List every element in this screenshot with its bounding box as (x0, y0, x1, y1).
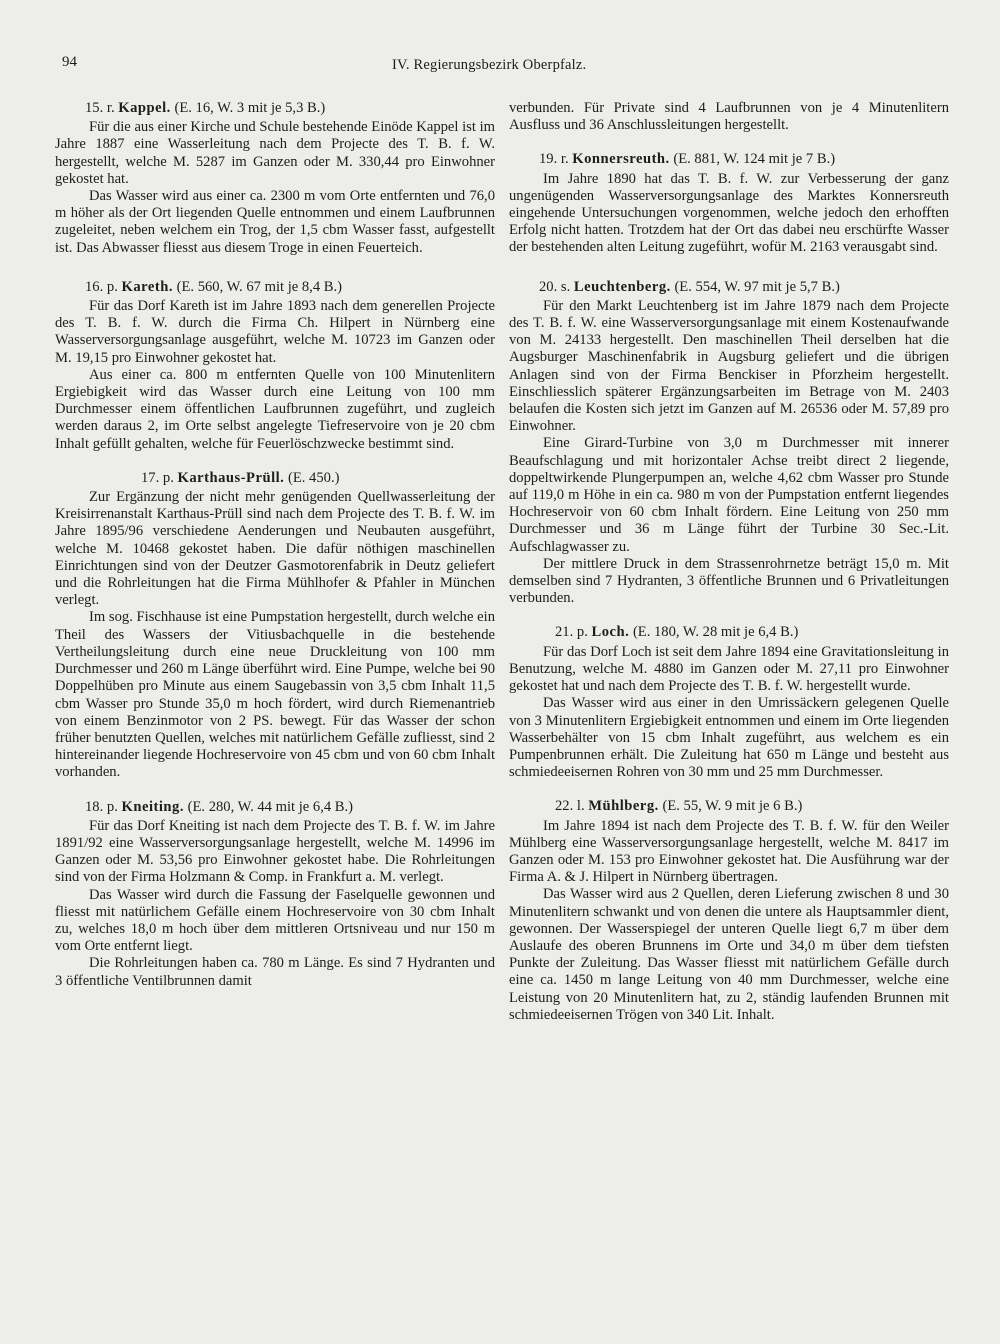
left-column (55, 100, 495, 990)
paragraph: Im Jahre 1894 ist nach dem Projecte des T. B. f. W. für den Weiler Mühlberg eine Wasserversorgungsanlage hergestellt, welche M. 8417 im Ganzen oder M. 153 pro Einwohner gekostet hat. Die Ausführung war der Firma A. & J. Hilpert in Nürnberg übertragen. (509, 817, 949, 886)
paragraph: Eine Girard-Turbine von 3,0 m Durchmesser mit innerer Beaufschlagung und mit horizontaler Achse treibt direct 2 liegende, doppeltwirkende Plungerpumpen an, welche 4,62 cbm Wasser pro Stunde auf 119,0 m Höhe in ein ca. 980 m von der Pumpstation entfernt liegendes Hochreservoir von 60 cbm Inhalt fördern. Eine Leitung von 250 mm Durchmesser und 36 m Länge führt der Turbine 30 Sec.-Lit. Aufschlagwasser zu. (509, 435, 949, 555)
section-number: 17. p. (141, 469, 174, 486)
paragraph: Das Wasser wird aus einer ca. 2300 m vom Orte entfernten und 76,0 m höher als der Ort liegenden Quelle entnommen und einem Laufbrunnen zugeleitet, neben welchem ein Trog, der 1,5 cbm Wasser fasst, aufgestellt ist. Das Abwasser fliesst aus diesem Troge in einen Feuerteich. (55, 188, 495, 256)
place-name: Kneiting. (121, 798, 184, 815)
paragraph: Aus einer ca. 800 m entfernten Quelle von 100 Minutenlitern Ergiebigkeit wird das Wasser durch eine Leitung von 100 mm Durchmesser einem öffentlichen Laufbrunnen zugeführt, und zugleich werden daraus 2, im Orte selbst angelegte Tiefreservoire von je 20 cbm Inhalt gefüllt gehalten, welche für Feuerlöschzwecke bestimmt sind. (55, 366, 495, 452)
section-meta: (E. 881, W. 124 mit je 7 B.) (673, 151, 836, 168)
paragraph: Für die aus einer Kirche und Schule bestehende Einöde Kappel ist im Jahre 1887 eine Wasserleitung nach dem Projecte des T. B. f. W. hergestellt, welche M. 5287 im Ganzen oder M. 330,44 pro Einwohner gekostet hat. (55, 119, 495, 187)
section-meta: (E. 16, W. 3 mit je 5,3 B.) (174, 100, 326, 116)
section-meta: (E. 180, W. 28 mit je 6,4 B.) (632, 624, 799, 641)
paragraph: Im sog. Fischhause ist eine Pumpstation hergestellt, durch welche ein Theil des Wassers der Vitiusbachquelle in die bestehende Vertheilungsleitung durch eine neue Druckleitung von 100 mm Durchmesser und 260 m Länge überführt wird. Eine Pumpe, welche bei 90 Doppelhüben pro Minute aus einem Saugebassin von 3,5 cbm Inhalt 11,5 cbm Wasser pro Stunde 35,0 m hoch fördert, wird durch Riemenantrieb von einem Benzinmotor von 2 PS. bewegt. Für das Wasser der schon früher benutzten Quellen, welches mit natürlichem Gefälle zufliesst, sind 2 hintereinander liegende Hochreservoire von 45 cbm und von 60 cbm Inhalt vorhanden. (55, 609, 495, 781)
running-title: IV. Regierungsbezirk Oberpfalz. (392, 57, 587, 73)
section-heading-kneiting (55, 799, 495, 816)
section-number: 19. r. (539, 151, 569, 168)
section-meta: (E. 554, W. 97 mit je 5,7 B.) (674, 278, 840, 295)
section-heading-muehlberg (509, 798, 949, 815)
place-name: Kareth. (121, 278, 173, 295)
section-heading-kareth (55, 279, 495, 296)
section-meta: (E. 55, W. 9 mit je 6 B.) (662, 798, 803, 815)
place-name: Mühlberg. (588, 798, 659, 815)
paragraph: Die Rohrleitungen haben ca. 780 m Länge. Es sind 7 Hydranten und 3 öffentliche Ventilbrunnen damit (55, 955, 495, 989)
section-number: 20. s. (539, 278, 571, 295)
paragraph: Der mittlere Druck in dem Strassenrohrnetze beträgt 15,0 m. Mit demselben sind 7 Hydranten, 3 öffentliche Brunnen und 6 Privatleitungen verbunden. (509, 555, 949, 607)
section-meta: (E. 450.) (287, 469, 340, 486)
paragraph-continued: verbunden. Für Private sind 4 Laufbrunnen von je 4 Minutenlitern Ausfluss und 36 Anschlussleitungen hergestellt. (509, 100, 949, 134)
section-number: 16. p. (85, 278, 118, 295)
place-name: Kappel. (118, 100, 171, 116)
page-number: 94 (62, 54, 77, 70)
place-name: Karthaus-Prüll. (177, 469, 285, 486)
paragraph: Das Wasser wird durch die Fassung der Faselquelle gewonnen und fliesst mit natürlichem Gefälle einem Hochreservoire von 30 cbm Inhalt zu, welches 18,0 m hoch über dem mittleren Ortsniveau und nur 150 m vom Orte entfernt liegt. (55, 886, 495, 955)
right-column (509, 100, 949, 1024)
section-meta: (E. 560, W. 67 mit je 8,4 B.) (176, 278, 343, 295)
section-heading-loch (509, 624, 949, 641)
place-name: Leuchtenberg. (573, 278, 671, 295)
section-heading-karthaus-pruell (55, 470, 495, 487)
section-number: 22. l. (555, 798, 585, 815)
section-number: 18. p. (85, 798, 118, 815)
section-meta: (E. 280, W. 44 mit je 6,4 B.) (187, 798, 354, 815)
section-heading-leuchtenberg (509, 279, 949, 296)
place-name: Loch. (591, 624, 630, 641)
paragraph: Für das Dorf Loch ist seit dem Jahre 1894 eine Gravitationsleitung in Benutzung, welche M. 4880 im Ganzen oder M. 27,11 pro Einwohner gekostet hat und nach dem Projecte des T. B. f. W. hergestellt wurde. (509, 643, 949, 695)
section-heading-konnersreuth (509, 151, 949, 168)
section-heading-kappel (55, 100, 495, 117)
paragraph: Im Jahre 1890 hat das T. B. f. W. zur Verbesserung der ganz ungenügenden Wasserversorgungsanlage des Marktes Konnersreuth eingehende Untersuchungen vorgenommen, welche jedoch den erhofften Erfolg nicht hatten. Trotzdem hat der Ort das dabei neu erschürfte Wasser der bestehenden alten Leitung zugeführt, wofür M. 2163 verausgabt sind. (509, 170, 949, 256)
section-number: 15. r. (85, 100, 115, 116)
paragraph: Das Wasser wird aus einer in den Umrissäckern gelegenen Quelle von 3 Minutenlitern Ergiebigkeit entnommen und einem im Orte liegenden Wasserbehälter von 15 cbm Inhalt zugeführt, aus welchem es ein Pumpenbrunnen erhält. Die Zuleitung hat 650 m Länge und besteht aus schmiedeeisernen Rohren von 30 mm und 25 mm Durchmesser. (509, 695, 949, 781)
paragraph: Für das Dorf Kareth ist im Jahre 1893 nach dem generellen Projecte des T. B. f. W. durch die Firma Ch. Hilpert in Nürnberg eine Wasserversorgungsanlage ausgeführt, welche M. 10723 im Ganzen oder M. 19,15 pro Einwohner gekostet hat. (55, 298, 495, 366)
paragraph: Zur Ergänzung der nicht mehr genügenden Quellwasserleitung der Kreisirrenanstalt Karthaus-Prüll sind nach dem Projecte des T. B. f. W. im Jahre 1895/96 verschiedene Aenderungen und Neubauten ausgeführt, welche M. 10468 gekostet haben. Die dafür nöthigen maschinellen Einrichtungen sind von der Deutzer Gasmotorenfabrik in Deutz geliefert und die Rohrleitungen hat die Firma Mühlhofer & Pfahler in München verlegt. (55, 489, 495, 609)
section-number: 21. p. (555, 624, 588, 641)
place-name: Konnersreuth. (572, 151, 670, 168)
paragraph: Für den Markt Leuchtenberg ist im Jahre 1879 nach dem Projecte des T. B. f. W. eine Wasserversorgungsanlage mit einem Kostenaufwande von M. 24133 hergestellt. Den maschinellen Theil derselben hat die Augsburger Maschinenfabrik in Augsburg geliefert und die übrigen Anlagen sind von der Firma Benckiser in Pforzheim hergestellt. Einschliesslich späterer Ergänzungsarbeiten im Betrage von M. 2403 belaufen die Kosten sich jetzt im Ganzen auf M. 26536 oder M. 57,89 pro Einwohner. (509, 297, 949, 435)
paragraph: Das Wasser wird aus 2 Quellen, deren Lieferung zwischen 8 und 30 Minutenlitern schwankt und von denen die untere als Hauptsammler dient, gewonnen. Der Wasserspiegel der unteren Quelle liegt 6,7 m über dem Auslaufe des oberen Brunnens im Orte und 34,0 m über dem tiefsten Punkte der Zuleitung. Das Wasser fliesst mit natürlichem Gefälle durch eine ca. 1450 m lange Leitung von 40 mm Durchmesser, welche eine Leistung von 20 Minutenlitern hat, zu 2, ständig laufenden Brunnen mit schmiedeeisernen Trögen von 340 Lit. Inhalt. (509, 886, 949, 1023)
paragraph: Für das Dorf Kneiting ist nach dem Projecte des T. B. f. W. im Jahre 1891/92 eine Wasserversorgungsanlage hergestellt, welche M. 14996 im Ganzen oder M. 53,56 pro Einwohner gekostet habe. Die Rohrleitungen sind von der Firma Holzmann & Comp. in Frankfurt a. M. verlegt. (55, 817, 495, 886)
